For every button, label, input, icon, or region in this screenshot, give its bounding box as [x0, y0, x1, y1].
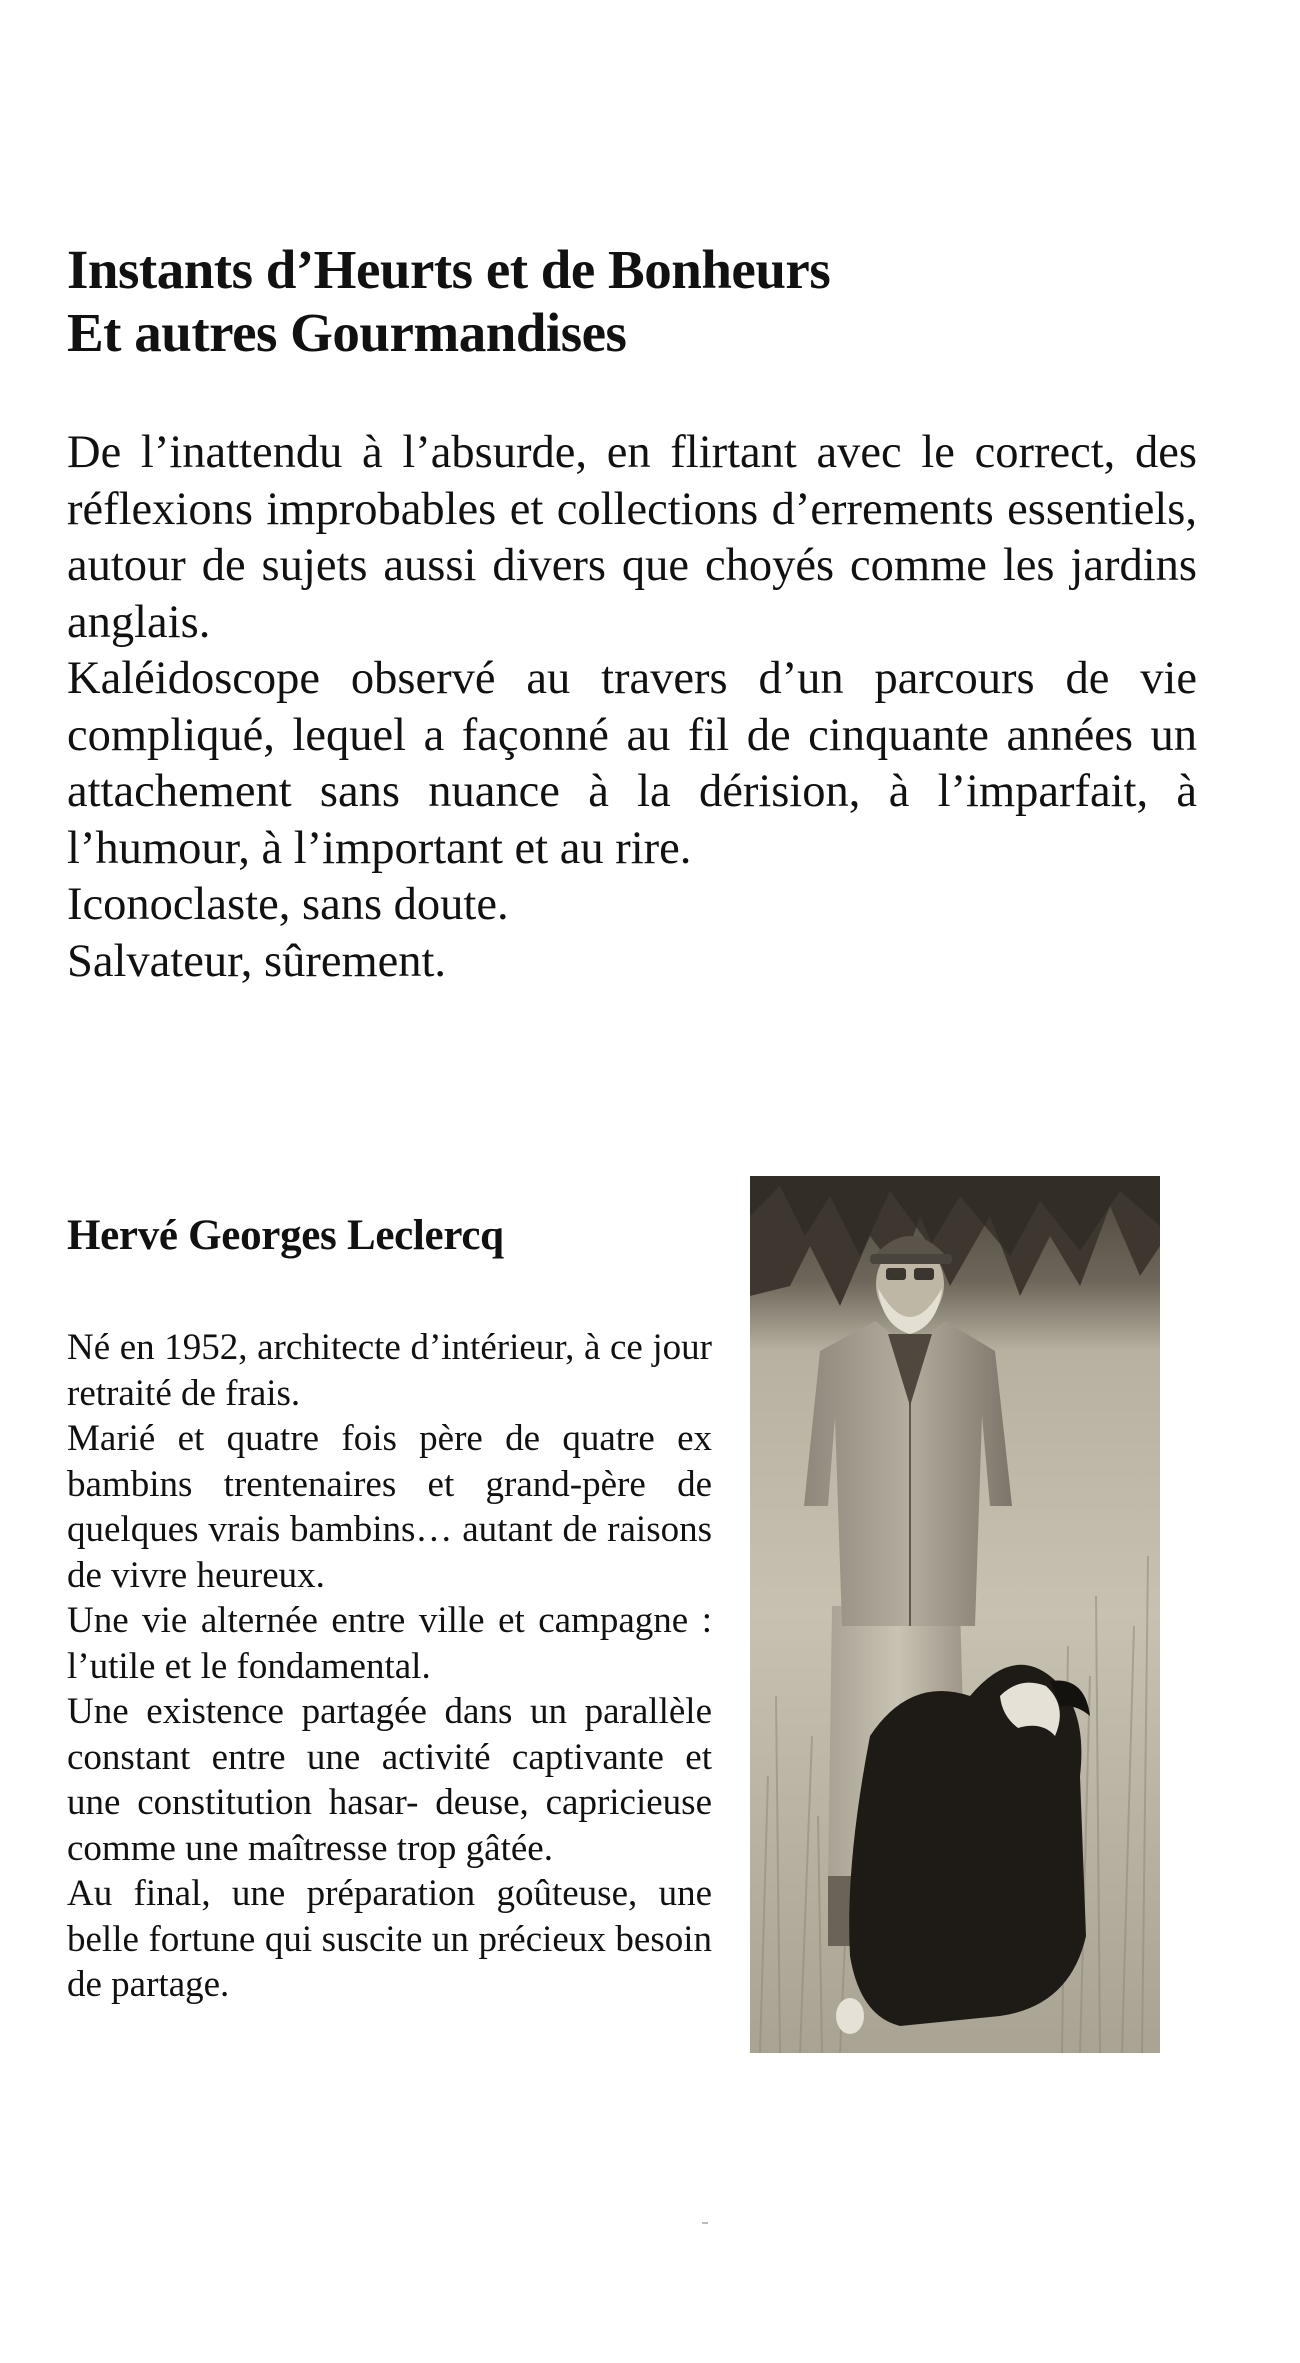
bio-paragraph-1: Né en 1952, architecte d’intérieur, à ce jour retraité de frais. [67, 1327, 712, 1414]
blurb-paragraph-4: Salvateur, sûrement. [67, 935, 447, 987]
bio-paragraph-2: Marié et quatre fois père de quatre ex bambins trentenaires et grand-père de quelques vrais bambins… autant de raisons de vivre heureux. [67, 1418, 712, 1596]
author-portrait-photo [750, 1176, 1160, 2053]
bio-paragraph-5: Au final, une préparation goûteuse, une belle fortune qui suscite un précieux besoin de partage. [67, 1873, 712, 2005]
book-title [67, 238, 1207, 364]
title-line-1: Instants d’Heurts et de Bonheurs [67, 239, 831, 300]
bio-paragraph-4: Une existence partagée dans un parallèle constant entre une activité captivante et une constitution hasar- deuse, capricieuse comme une maîtresse trop gâtée. [67, 1691, 712, 1869]
author-portrait-illustration [750, 1176, 1160, 2053]
blurb-paragraph-3: Iconoclaste, sans doute. [67, 879, 509, 930]
blurb-paragraph-1: De l’inattendu à l’absurde, en flirtant avec le correct, des réflexions improbables et collections d’errements essentiels, autour de sujets aussi divers que choyés comme les jardins anglais. [67, 427, 1197, 648]
book-blurb [67, 425, 1197, 990]
author-bio [67, 1325, 712, 2008]
title-line-2: Et autres Gourmandises [67, 302, 627, 363]
scan-speck [702, 2222, 708, 2224]
author-name: Hervé Georges Leclercq [67, 1212, 504, 1259]
blurb-paragraph-2: Kaléidoscope observé au travers d’un parcours de vie compliqué, lequel a façonné au fil de cinquante années un attachement sans nuance à la dérision, à l’imparfait, à l’humour, à l’important et au rire. [67, 653, 1197, 874]
bio-paragraph-3: Une vie alternée entre ville et campagne : l’utile et le fondamental. [67, 1600, 712, 1687]
